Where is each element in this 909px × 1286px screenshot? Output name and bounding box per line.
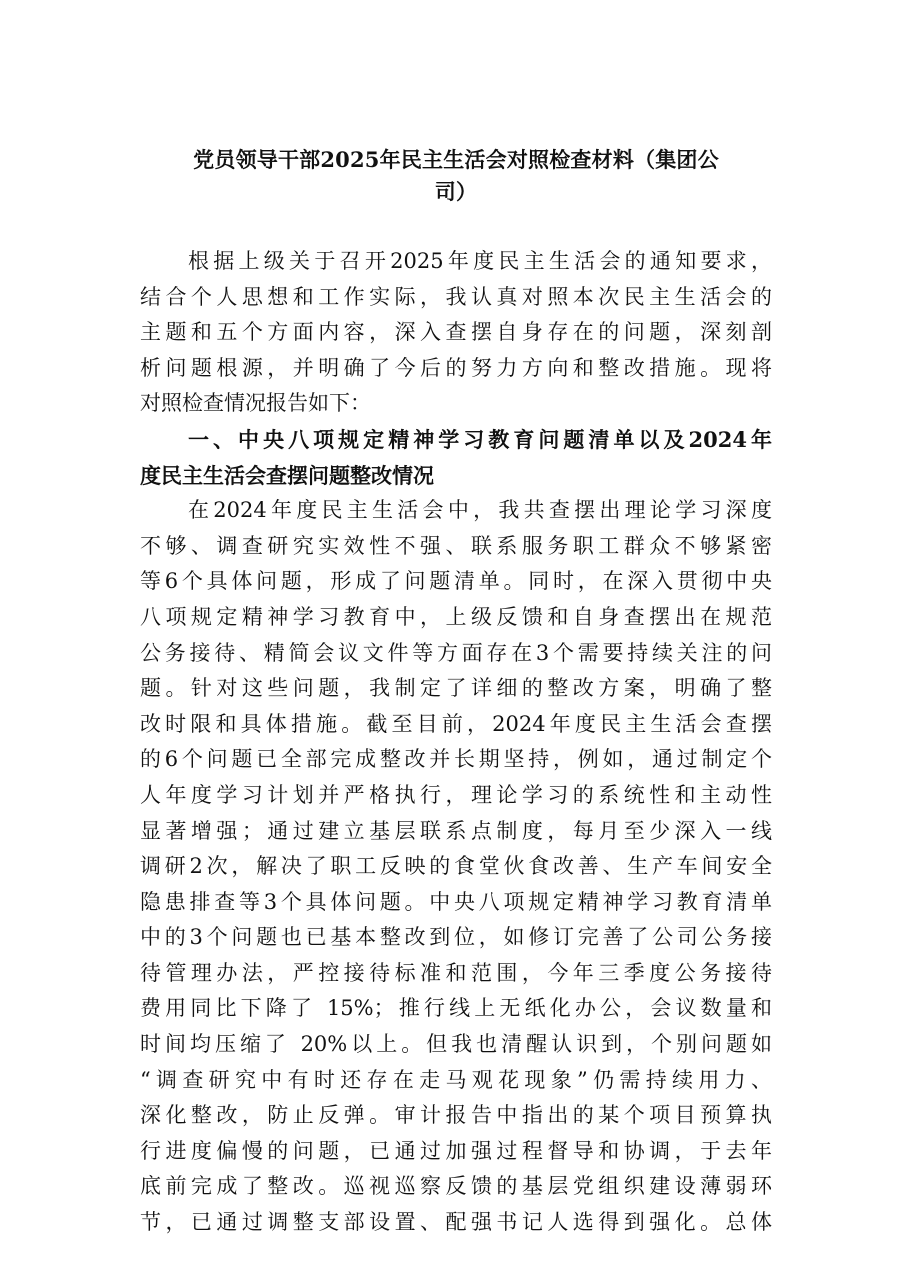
title-line: 司） [434, 179, 478, 204]
paragraph-line: “调查研究中有时还存在走马观花现象”仍需持续用力、 [140, 1067, 772, 1092]
paragraph-line: 题。针对这些问题，我制定了详细的整改方案，明确了整 [140, 676, 772, 701]
paragraph-line: 行进度偏慢的问题，已通过加强过程督导和协调，于去年 [140, 1138, 772, 1163]
title-line: 党员领导干部2025年民主生活会对照检查材料（集团公 [193, 147, 719, 172]
paragraph-line: 根据上级关于召开2025年度民主生活会的通知要求， [188, 249, 772, 273]
paragraph-line: 析问题根源，并明确了今后的努力方向和整改措施。现将 [140, 355, 772, 380]
paragraph-line: 深化整改，防止反弹。审计报告中指出的某个项目预算执 [140, 1103, 772, 1128]
paragraph-line: 调研2次，解决了职工反映的食堂伙食改善、生产车间安全 [140, 854, 772, 879]
paragraph-line: 时间均压缩了 20%以上。但我也清醒认识到，个别问题如 [140, 1032, 772, 1057]
paragraph-line: 对照检查情况报告如下： [140, 391, 371, 416]
paragraph-line: 人年度学习计划并严格执行，理论学习的系统性和主动性 [140, 782, 772, 807]
paragraph-line: 等6个具体问题，形成了问题清单。同时，在深入贯彻中央 [140, 569, 772, 594]
document-body [140, 244, 772, 1241]
paragraph-line: 在2024年度民主生活会中，我共查摆出理论学习深度 [188, 498, 772, 523]
section-heading-line: 度民主生活会查摆问题整改情况 [140, 462, 434, 488]
paragraph-line: 显著增强；通过建立基层联系点制度，每月至少深入一线 [140, 818, 772, 843]
paragraph-line: 不够、调查研究实效性不强、联系服务职工群众不够紧密 [140, 533, 772, 558]
paragraph-line: 八项规定精神学习教育中，上级反馈和自身查摆出在规范 [140, 604, 772, 629]
paragraph-line: 的6个问题已全部完成整改并长期坚持，例如，通过制定个 [140, 747, 772, 772]
paragraph-line: 隐患排查等3个具体问题。中央八项规定精神学习教育清单 [140, 889, 772, 914]
paragraph-line: 中的3个问题也已基本整改到位，如修订完善了公司公务接 [140, 925, 772, 950]
paragraph-line: 节，已通过调整支部设置、配强书记人选得到强化。总体 [140, 1210, 772, 1235]
document-title [140, 144, 772, 208]
paragraph-line: 主题和五个方面内容，深入查摆自身存在的问题，深刻剖 [140, 320, 772, 345]
paragraph-line: 待管理办法，严控接待标准和范围，今年三季度公务接待 [140, 960, 772, 985]
paragraph-line: 公务接待、精简会议文件等方面存在3个需要持续关注的问 [140, 640, 772, 665]
paragraph-line: 改时限和具体措施。截至目前，2024年度民主生活会查摆 [140, 711, 772, 736]
section-heading-line: 一、中央八项规定精神学习教育问题清单以及2024年 [188, 426, 772, 452]
paragraph-line: 底前完成了整改。巡视巡察反馈的基层党组织建设薄弱环 [140, 1174, 772, 1199]
paragraph-line: 费用同比下降了 15%；推行线上无纸化办公，会议数量和 [140, 996, 772, 1021]
paragraph-line: 结合个人思想和工作实际，我认真对照本次民主生活会的 [140, 284, 772, 309]
